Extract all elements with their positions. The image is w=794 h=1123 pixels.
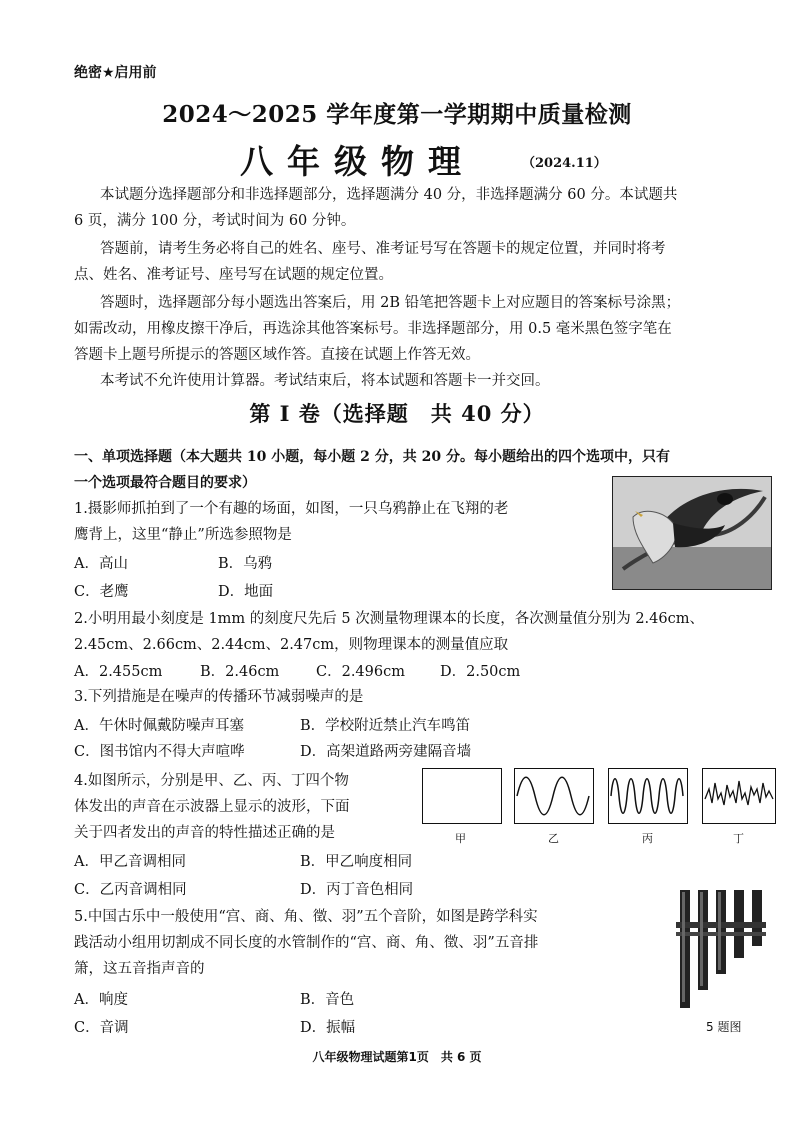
confidential-label: 绝密★启用前 xyxy=(74,65,157,81)
irregular-waveform xyxy=(703,769,775,823)
q5-figure-label: 5 题图 xyxy=(706,1020,742,1034)
q1-option-b: B．乌鸦 xyxy=(218,556,273,572)
q5-stem-cont2: 箫，这五音指声音的 xyxy=(74,961,205,977)
subject-title: 八年级物理 xyxy=(240,142,475,181)
waveform-ding xyxy=(702,768,776,824)
instruction-line: 如需改动，用橡皮擦干净后，再选涂其他答案标号。非选择题部分，用 0.5 毫米黑色签字笔在 xyxy=(74,321,672,337)
section-heading: 第 I 卷（选择题 共 40 分） xyxy=(249,401,545,426)
q2-option-c: C．2.496cm xyxy=(316,664,405,680)
q4-option-b: B．甲乙响度相同 xyxy=(300,854,413,870)
part-heading: 一、单项选择题（本大题共 10 小题，每小题 2 分，共 20 分。每小题给出的四个选项中，只有 xyxy=(74,449,670,465)
q1-photo-crow-eagle xyxy=(612,476,772,590)
q1-stem-cont: 鹰背上，这里“静止”所选参照物是 xyxy=(74,527,292,543)
page-footer: 八年级物理试题第1页 共 6 页 xyxy=(312,1050,482,1064)
exam-date: （2024.11） xyxy=(522,156,607,171)
flat-waveform xyxy=(423,769,501,823)
q5-stem: 5.中国古乐中一般使用“宫、商、角、徵、羽”五个音阶，如图是跨学科实 xyxy=(74,909,538,925)
wave-label-ding: 丁 xyxy=(733,832,744,845)
q2-option-a: A．2.455cm xyxy=(74,664,163,680)
instruction-line: 答题卡上题号所提示的答题区域作答。直接在试题上作答无效。 xyxy=(74,347,480,363)
q3-option-d: D．高架道路两旁建隔音墙 xyxy=(300,744,472,760)
q2-stem: 2.小明用最小刻度是 1mm 的刻度尺先后 5 次测量物理课本的长度，各次测量值分别为 2.46cm、 xyxy=(74,611,704,627)
instruction-line: 答题前，请考生务必将自己的姓名、座号、准考证号写在答题卡的规定位置，并同时将考 xyxy=(100,241,666,257)
q1-stem: 1.摄影师抓拍到了一个有趣的场面，如图，一只乌鸦静止在飞翔的老 xyxy=(74,501,509,517)
instruction-line: 6 页，满分 100 分，考试时间为 60 分钟。 xyxy=(74,213,356,229)
wave-label-jia: 甲 xyxy=(455,832,466,845)
exam-title: 2024～2025 学年度第一学期期中质量检测 xyxy=(162,101,632,128)
q5-option-c: C．音调 xyxy=(74,1020,129,1036)
q4-option-d: D．丙丁音色相同 xyxy=(300,882,414,898)
q2-stem-cont: 2.45cm、2.66cm、2.44cm、2.47cm，则物理课本的测量值应取 xyxy=(74,637,509,653)
part-heading-cont: 一个选项最符合题目的要求） xyxy=(74,475,256,491)
q3-stem: 3.下列措施是在噪声的传播环节减弱噪声的是 xyxy=(74,689,364,705)
q2-option-d: D．2.50cm xyxy=(440,664,521,680)
instruction-line: 本考试不允许使用计算器。考试结束后，将本试题和答题卡一并交回。 xyxy=(100,373,550,389)
waveform-jia xyxy=(422,768,502,824)
q1-option-c: C．老鹰 xyxy=(74,584,129,600)
q1-option-d: D．地面 xyxy=(218,584,274,600)
wave-label-bing: 丙 xyxy=(642,832,653,845)
waveform-yi xyxy=(514,768,594,824)
q4-option-c: C．乙丙音调相同 xyxy=(74,882,187,898)
q5-stem-cont: 践活动小组用切割成不同长度的水管制作的“宫、商、角、徵、羽”五音排 xyxy=(74,935,539,951)
q5-option-d: D．振幅 xyxy=(300,1020,356,1036)
sine-waveform-high xyxy=(609,769,687,823)
q1-option-a: A．高山 xyxy=(74,556,128,572)
q3-option-c: C．图书馆内不得大声喧哗 xyxy=(74,744,245,760)
q5-option-a: A．响度 xyxy=(74,992,128,1008)
eagle-crow-illustration xyxy=(613,477,771,589)
waveform-bing xyxy=(608,768,688,824)
pan-flute-icon xyxy=(672,886,772,1012)
q5-option-b: B．音色 xyxy=(300,992,355,1008)
sine-waveform-low xyxy=(515,769,593,823)
instruction-line: 答题时，选择题部分每小题选出答案后，用 2B 铅笔把答题卡上对应题目的答案标号涂黑； xyxy=(100,295,681,311)
q3-option-a: A．午休时佩戴防噪声耳塞 xyxy=(74,718,244,734)
instruction-line: 点、姓名、准考证号、座号写在试题的规定位置。 xyxy=(74,267,393,283)
wave-label-yi: 乙 xyxy=(548,832,559,845)
pan-flute-figure xyxy=(672,886,772,1012)
q4-stem-cont: 体发出的声音在示波器上显示的波形，下面 xyxy=(74,799,350,815)
q4-option-a: A．甲乙音调相同 xyxy=(74,854,186,870)
q4-stem: 4.如图所示，分别是甲、乙、丙、丁四个物 xyxy=(74,773,349,789)
instruction-line: 本试题分选择题部分和非选择题部分，选择题满分 40 分，非选择题满分 60 分。本试题共 xyxy=(100,187,678,203)
q4-stem-cont2: 关于四者发出的声音的特性描述正确的是 xyxy=(74,825,335,841)
q2-option-b: B．2.46cm xyxy=(200,664,280,680)
q3-option-b: B．学校附近禁止汽车鸣笛 xyxy=(300,718,471,734)
